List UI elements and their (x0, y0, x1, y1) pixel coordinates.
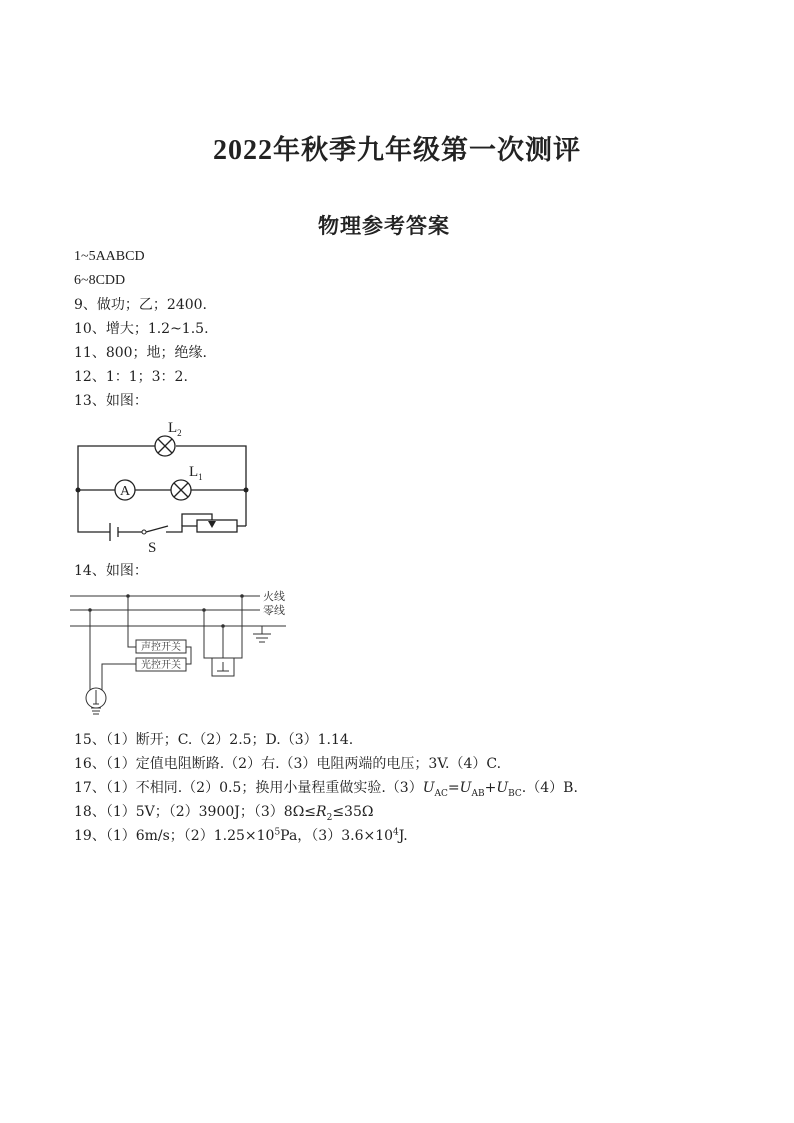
document-subtitle: 物理参考答案 (318, 213, 450, 238)
answer-11: 11、800；地；绝缘. (74, 345, 207, 361)
answer-10: 10、增大；1.2~1.5. (74, 321, 209, 337)
answer-16: 16、（1）定值电阻断路.（2）右.（3）电阻两端的电压；3V.（4）C. (74, 756, 502, 772)
answer-6-8: 6~8CDD (74, 273, 126, 288)
sound-switch-label: 声控开关 (141, 642, 181, 653)
live-wire-label: 火线 (263, 590, 285, 603)
document-title (0, 128, 794, 167)
answer-9: 9、做功；乙；2400. (74, 297, 207, 313)
answer-19: 19、（1）6m/s；$(2)1.25\times 10^5Pa$，$(3)3.6\times 10^4J$. (74, 827, 408, 844)
answer-15: 15、（1）断开；C.（2）2.5；D.（3）1.14. (74, 732, 354, 748)
household-wiring-diagram (66, 584, 306, 724)
answer-12: 12、1：1；3：2. (74, 369, 188, 385)
answer-14: 14、如图： (74, 563, 148, 579)
light-switch-label: 光控开关 (141, 660, 181, 671)
ammeter-label: A (119, 484, 131, 499)
lamp-l2-label: $L_2$ (168, 420, 182, 438)
answer-13: 13、如图： (74, 393, 148, 409)
switch-label: S (148, 540, 157, 556)
title-text: 年秋季九年级第一次测评 (273, 135, 581, 166)
answer-18: 18、（1）5V；（2）3900J；$(3)8\Omega\le R_2\le 35\Omega$ (74, 804, 374, 823)
circuit-diagram (70, 414, 270, 564)
title-year: 2022 (213, 135, 273, 166)
answer-1-5: 1~5AABCD (74, 249, 145, 264)
lamp-l1-label: $L_1$ (189, 464, 203, 482)
answer-17: 17、（1）不相同.（2）0.5；换用小量程重做实验$.(3)U_{AC}=U_{AB}+U_{BC}.(4)B$. (74, 780, 578, 799)
neutral-wire-label: 零线 (263, 604, 285, 617)
